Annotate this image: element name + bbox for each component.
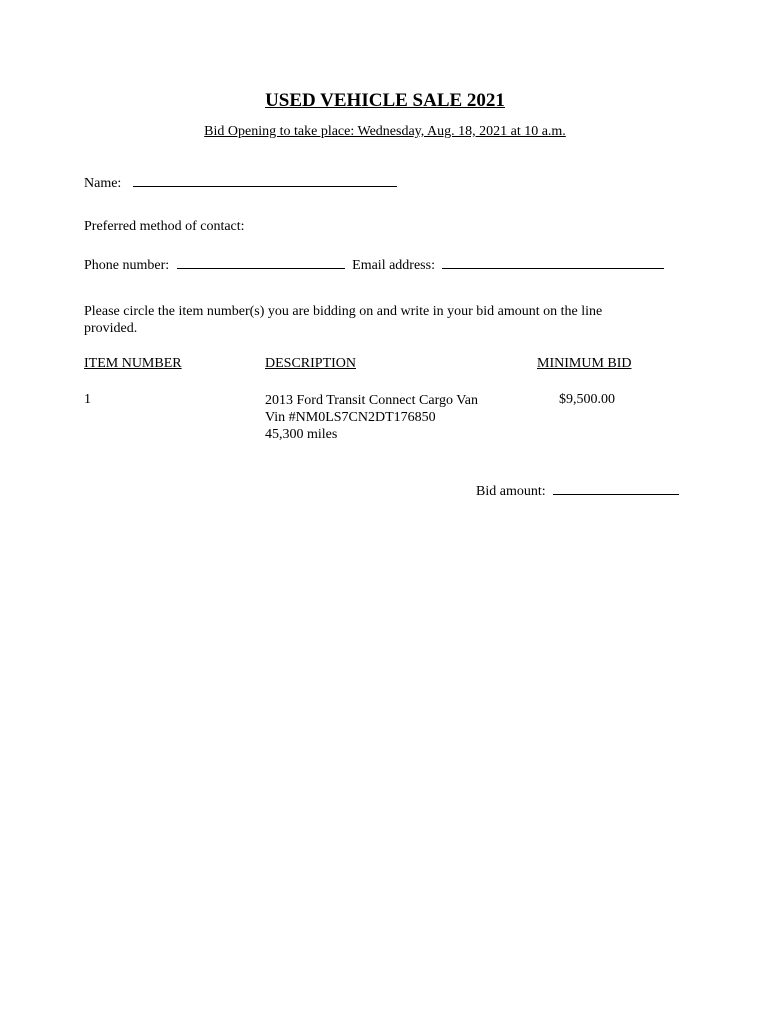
name-label: Name: <box>84 176 122 191</box>
bid-amount-row <box>476 481 679 500</box>
phone-label: Phone number: <box>84 258 170 273</box>
minimum-bid-cell: $9,500.00 <box>559 392 615 407</box>
name-row <box>84 173 397 192</box>
description-cell <box>265 392 478 443</box>
email-field[interactable] <box>442 255 664 269</box>
email-label: Email address: <box>352 258 435 273</box>
instructions-paragraph: Please circle the item number(s) you are bidding on and write in your bid amount on the line provided. <box>84 304 603 336</box>
contact-row <box>84 255 664 274</box>
header-description: DESCRIPTION <box>265 356 357 371</box>
bid-amount-label: Bid amount: <box>476 484 546 499</box>
contact-method-label: Preferred method of contact: <box>84 219 245 234</box>
item-number-cell[interactable]: 1 <box>84 392 91 407</box>
description-mileage: 45,300 miles <box>265 427 338 442</box>
document-title: USED VEHICLE SALE 2021 <box>265 90 505 111</box>
phone-field[interactable] <box>177 255 345 269</box>
bid-opening-subtitle: Bid Opening to take place: Wednesday, Aug. 18, 2021 at 10 a.m. <box>204 124 566 139</box>
header-item-number: ITEM NUMBER <box>84 356 182 371</box>
header-minimum-bid: MINIMUM BID <box>537 356 632 371</box>
bid-amount-field[interactable] <box>553 481 679 495</box>
description-vin: Vin #NM0LS7CN2DT176850 <box>265 410 436 425</box>
description-vehicle: 2013 Ford Transit Connect Cargo Van <box>265 393 478 408</box>
name-field[interactable] <box>133 173 397 187</box>
